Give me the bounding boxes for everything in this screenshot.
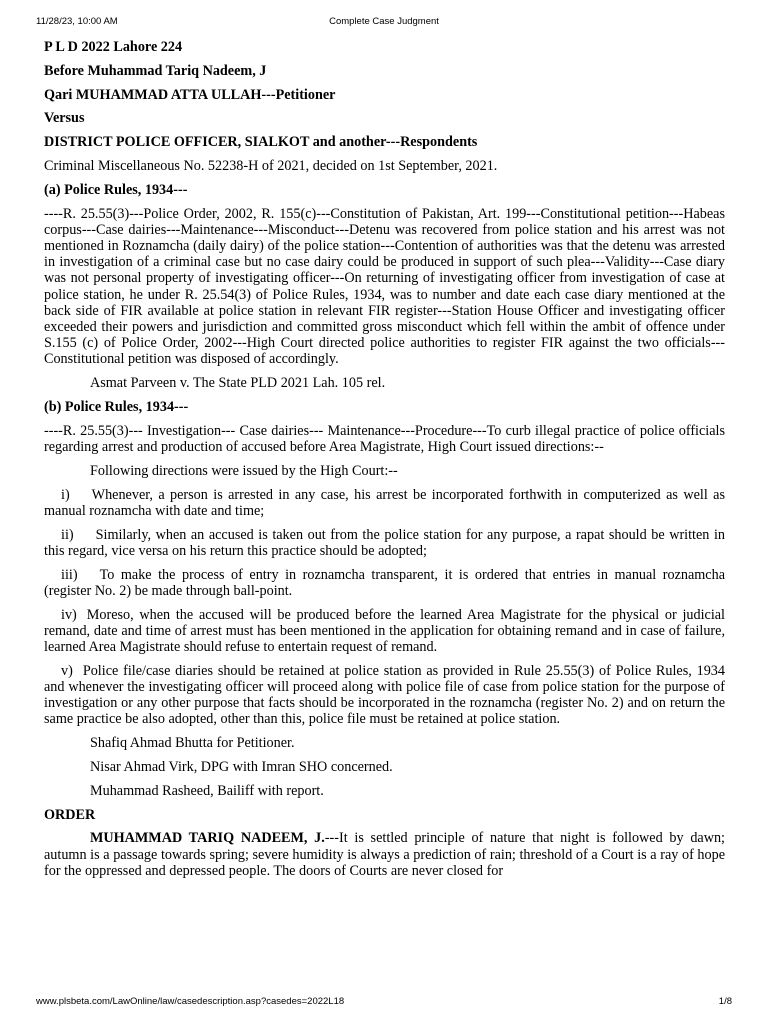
direction-item xyxy=(44,663,725,728)
bench: Before Muhammad Tariq Nadeem, J xyxy=(44,62,267,79)
headnote-a-text: ----R. 25.55(3)---Police Order, 2002, R. 155(c)---Constitution of Pakistan, Art. 199---Constitutional petition---Habeas corpus---Case dairies---Maintenance---Misconduct---Detenu was recovered from police station and his arrest was not mentioned in Roznamcha (daily dairy) of the police station---Contention of authorities was that the detenu was arrested in investigation of a criminal case but no case dairy could be produced in support of such plea---Validity---Case diary was not personal property of investigating officer---On returning of investigating officer from investigation of case at police station, he under R. 25.54(3) of Police Rules, 1934, was to number and date each case diary mentioned at the back side of FIR available at police station in relevant FIR register---Station House Officer and investigating officer exceeded their powers and jurisdiction and committed gross misconduct which fell within the ambit of offence under S.155 (c) of Police Order, 2002---High Court directed police authorities to register FIR against the two officials---Constitutional petition was disposed of accordingly. xyxy=(44,205,725,368)
direction-text: Moreso, when the accused will be produced before the learned Area Magistrate for the physical or judicial remand, date and time of arrest must has been mentioned in the application for obtaining remand and in case of failure, learned Area Magistrate should refuse to entertain request of remand. xyxy=(44,606,725,655)
page-url: www.plsbeta.com/LawOnline/law/casedescription.asp?casedes=2022L18 xyxy=(36,996,345,1007)
direction-number: i) xyxy=(61,486,70,503)
direction-text: To make the process of entry in roznamcha transparent, it is ordered that entries in manual roznamcha (register No. 2) be made through ball-point. xyxy=(44,566,725,599)
headnote-b-text: ----R. 25.55(3)--- Investigation--- Case dairies--- Maintenance---Procedure---To curb illegal practice of police officials regarding arrest and production of accused before Area Magistrate, High Court issued directions:-- xyxy=(44,422,725,455)
direction-number: iii) xyxy=(61,566,78,583)
headnote-a-heading: (a) Police Rules, 1934--- xyxy=(44,181,188,198)
print-title: Complete Case Judgment xyxy=(329,16,439,27)
citation: P L D 2022 Lahore 224 xyxy=(44,39,183,55)
counsel-line: Shafiq Ahmad Bhutta for Petitioner. xyxy=(90,735,295,752)
direction-item xyxy=(44,487,725,519)
case-number: Criminal Miscellaneous No. 52238-H of 2021, decided on 1st September, 2021. xyxy=(44,157,498,174)
direction-item xyxy=(44,567,725,599)
petitioner: Qari MUHAMMAD ATTA ULLAH---Petitioner xyxy=(44,86,336,103)
versus: Versus xyxy=(44,110,85,127)
print-datetime: 11/28/23, 10:00 AM xyxy=(36,16,118,27)
respondents: DISTRICT POLICE OFFICER, SIALKOT and another---Respondents xyxy=(44,134,478,151)
order-body: ---It is settled principle of nature that night is followed by dawn; autumn is a passage towards spring; severe humidity is always a prediction of rain; threshold of a Court is a ray of hope for the oppressed and depressed people. The doors of Courts are never closed for xyxy=(44,830,725,879)
direction-text: Similarly, when an accused is taken out from the police station for any purpose, a rapat should be written in this regard, vice versa on his return this practice should be adopted; xyxy=(44,526,725,559)
direction-text: Whenever, a person is arrested in any case, his arrest be incorporated forthwith in computerized as well as manual roznamcha with date and time; xyxy=(44,486,725,519)
direction-number: iv) xyxy=(61,606,77,623)
order-heading: ORDER xyxy=(44,806,96,823)
headnote-b-heading: (b) Police Rules, 1934--- xyxy=(44,399,189,415)
page-number: 1/8 xyxy=(718,996,732,1007)
direction-item xyxy=(44,607,725,656)
judgment-body xyxy=(44,39,725,887)
counsel-line: Nisar Ahmad Virk, DPG with Imran SHO concerned. xyxy=(90,759,393,775)
print-footer xyxy=(0,996,768,1010)
print-header xyxy=(0,16,768,30)
headnote-a-reference: Asmat Parveen v. The State PLD 2021 Lah. 105 rel. xyxy=(90,375,386,392)
order-text xyxy=(44,830,725,879)
direction-number: ii) xyxy=(61,526,74,543)
counsel-line: Muhammad Rasheed, Bailiff with report. xyxy=(90,782,324,799)
directions-intro: Following directions were issued by the High Court:-- xyxy=(90,462,398,479)
direction-text: Police file/case diaries should be retained at police station as provided in Rule 25.55(3) of Police Rules, 1934 and whenever the investigating officer will proceed along with police file of case from police station for the purpose of investigation or any other purpose that facts should be incorporated in the roznamcha (register No. 2) and on return the same practice be also adopted, other than this, police file must be retained at police station. xyxy=(44,662,725,728)
order-judge: MUHAMMAD TARIQ NADEEM, J. xyxy=(90,830,325,847)
direction-item xyxy=(44,527,725,559)
direction-number: v) xyxy=(61,662,73,679)
